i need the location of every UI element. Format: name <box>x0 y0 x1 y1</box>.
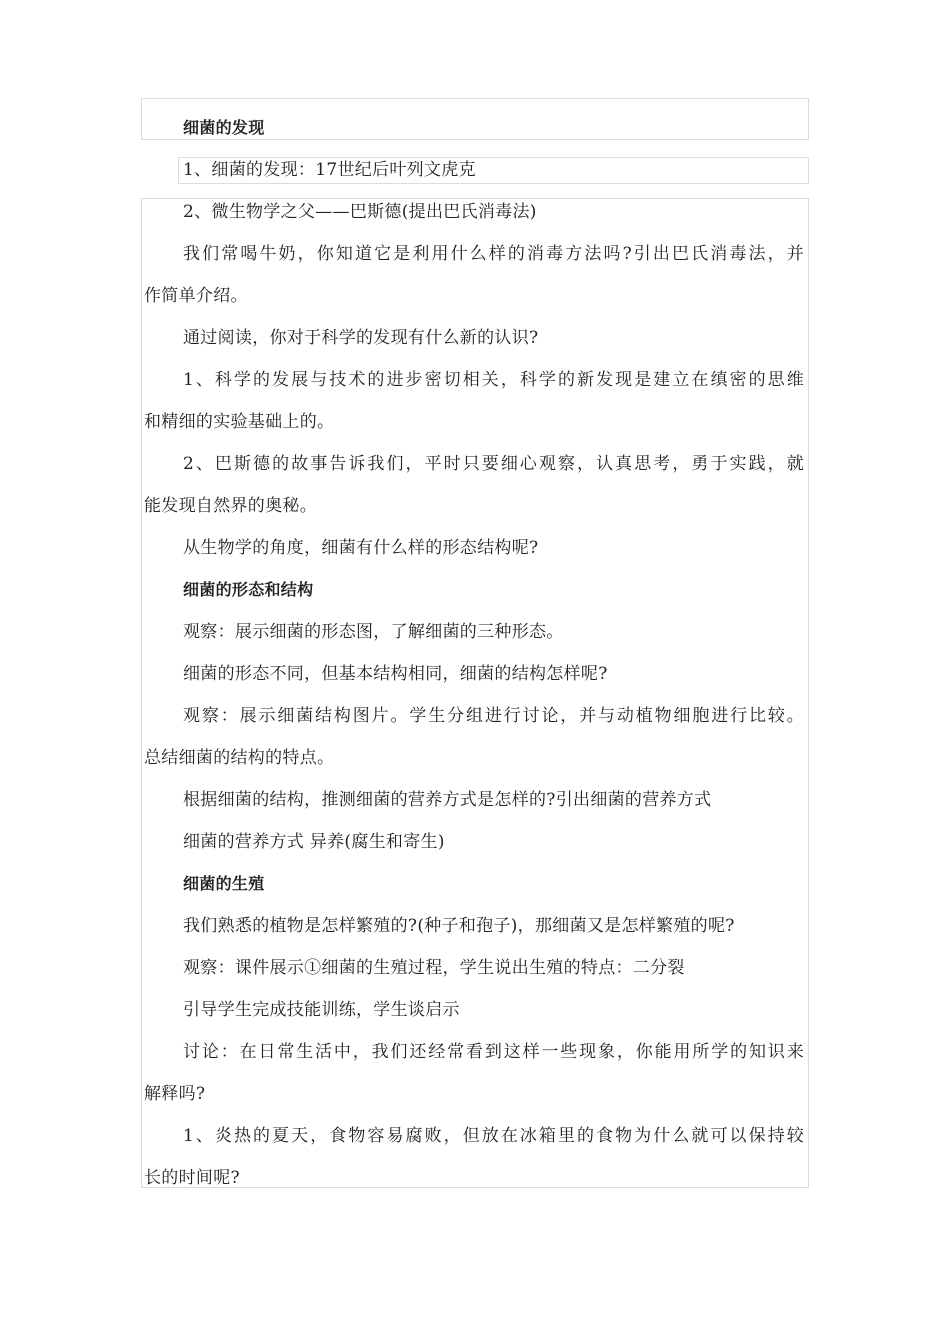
paragraph-line: 讨论：在日常生活中，我们还经常看到这样一些现象，你能用所学的知识来 <box>183 1042 804 1062</box>
paragraph-line: 观察：展示细菌的形态图，了解细菌的三种形态。 <box>183 622 564 642</box>
paragraph-line: 细菌的营养方式 异养(腐生和寄生) <box>183 832 445 852</box>
paragraph-line: 根据细菌的结构，推测细菌的营养方式是怎样的?引出细菌的营养方式 <box>183 790 712 810</box>
paragraph-line: 长的时间呢? <box>144 1168 240 1188</box>
paragraph-line: 细菌的形态不同，但基本结构相同，细菌的结构怎样呢? <box>183 664 608 684</box>
paragraph-line: 能发现自然界的奥秘。 <box>144 496 317 516</box>
paragraph-line: 观察：展示细菌结构图片。学生分组进行讨论，并与动植物细胞进行比较。 <box>183 706 804 726</box>
paragraph-line: 解释吗? <box>144 1084 206 1104</box>
section-heading-reproduction: 细菌的生殖 <box>183 874 265 893</box>
paragraph-line: 从生物学的角度，细菌有什么样的形态结构呢? <box>183 538 539 558</box>
paragraph-line: 1、炎热的夏天，食物容易腐败，但放在冰箱里的食物为什么就可以保持较 <box>183 1126 804 1146</box>
paragraph-line: 2、微生物学之父——巴斯德(提出巴氏消毒法) <box>183 202 537 222</box>
paragraph-line: 我们常喝牛奶，你知道它是利用什么样的消毒方法吗?引出巴氏消毒法，并 <box>183 244 804 264</box>
paragraph-line: 和精细的实验基础上的。 <box>144 412 335 432</box>
section-heading-discovery: 细菌的发现 <box>183 118 265 137</box>
paragraph-line: 引导学生完成技能训练，学生谈启示 <box>183 1000 460 1020</box>
paragraph-line: 作简单介绍。 <box>144 286 248 306</box>
paragraph-line: 观察：课件展示①细菌的生殖过程，学生说出生殖的特点：二分裂 <box>183 958 685 978</box>
paragraph-line: 通过阅读，你对于科学的发现有什么新的认识? <box>183 328 539 348</box>
paragraph-line: 1、科学的发展与技术的进步密切相关，科学的新发现是建立在缜密的思维 <box>183 370 804 390</box>
paragraph-line: 我们熟悉的植物是怎样繁殖的?(种子和孢子)，那细菌又是怎样繁殖的呢? <box>183 916 735 936</box>
paragraph-line: 2、巴斯德的故事告诉我们，平时只要细心观察，认真思考，勇于实践，就 <box>183 454 804 474</box>
paragraph-line: 1、细菌的发现：17世纪后叶列文虎克 <box>183 160 476 180</box>
paragraph-line: 总结细菌的结构的特点。 <box>144 748 335 768</box>
section-heading-morphology: 细菌的形态和结构 <box>183 580 314 599</box>
